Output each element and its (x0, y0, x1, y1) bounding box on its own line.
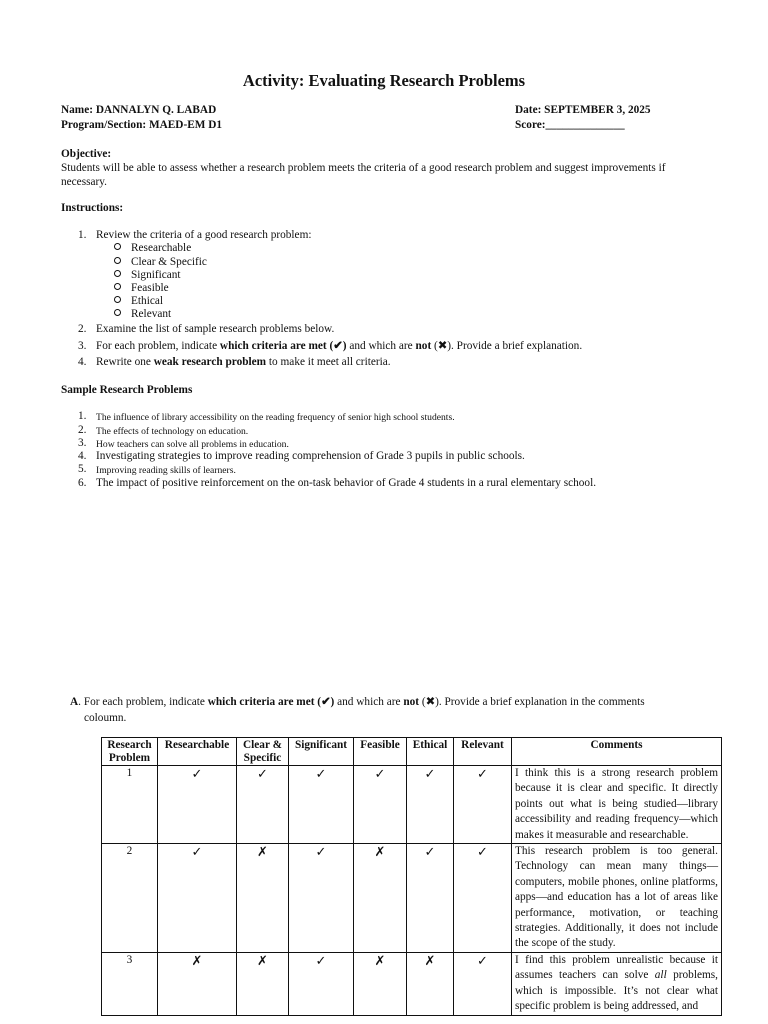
instruction-item-2: Examine the list of sample research problems below. (96, 323, 335, 335)
feasible-mark: ✗ (354, 952, 407, 1015)
criteria-item: Significant (114, 269, 181, 283)
header-research-problem: Research Problem (102, 738, 158, 766)
part-a-instruction: A. For each problem, indicate which criteria are met (✔) and which are not (✖). Provide a brief explanation in the comments (70, 696, 645, 708)
sample-problem: The effects of technology on education. (96, 426, 249, 437)
instruction-number: 1. (78, 229, 87, 241)
sample-number: 3. (78, 437, 87, 449)
header-relevant: Relevant (454, 738, 512, 766)
comment-cell: This research problem is too general. Technology can mean many things—computers, mobile phones, online platforms, apps—and education has a lot of areas like performance, motivation, or teaching strategies. Additionally, it does not include the scope of the study. (512, 844, 722, 953)
sample-problem: How teachers can solve all problems in education. (96, 439, 289, 450)
sample-problem: The influence of library accessibility on the reading frequency of senior high school students. (96, 412, 455, 423)
table-row (102, 952, 722, 1015)
table-row (102, 766, 722, 844)
problem-number: 3 (102, 952, 158, 1015)
relevant-mark: ✓ (454, 766, 512, 844)
significant-mark: ✓ (289, 766, 354, 844)
samples-heading: Sample Research Problems (61, 384, 193, 396)
bullet-icon (114, 270, 121, 277)
clear-mark: ✗ (237, 952, 289, 1015)
objective-text-line-2: necessary. (61, 176, 107, 188)
date: Date: SEPTEMBER 3, 2025 (515, 104, 651, 116)
comment-cell: I think this is a strong research problem because it is clear and specific. It directly points out what is being studied—library accessibility and reading frequency—which makes it measurable and researchable. (512, 766, 722, 844)
problem-number: 2 (102, 844, 158, 953)
significant-mark: ✓ (289, 952, 354, 1015)
clear-mark: ✓ (237, 766, 289, 844)
significant-mark: ✓ (289, 844, 354, 953)
criteria-item: Clear & Specific (114, 256, 207, 270)
sample-problem: Investigating strategies to improve reading comprehension of Grade 3 pupils in public schools. (96, 450, 525, 462)
sample-number: 4. (78, 450, 87, 462)
evaluation-table (101, 737, 722, 1016)
sample-number: 1. (78, 410, 87, 422)
objective-text-line-1: Students will be able to assess whether a research problem meets the criteria of a good research problem and suggest improvements if (61, 162, 666, 174)
header-significant: Significant (289, 738, 354, 766)
criteria-item: Feasible (114, 282, 169, 296)
bullet-icon (114, 296, 121, 303)
criteria-item: Ethical (114, 295, 163, 309)
score: Score:______________ (515, 119, 625, 131)
ethical-mark: ✓ (407, 844, 454, 953)
objective-heading: Objective: (61, 148, 112, 160)
header-ethical: Ethical (407, 738, 454, 766)
instruction-item-3: For each problem, indicate which criteria are met (✔) and which are not (✖). Provide a brief explanation. (96, 340, 583, 352)
relevant-mark: ✓ (454, 844, 512, 953)
clear-mark: ✗ (237, 844, 289, 953)
part-a-instruction-cont: coloumn. (84, 712, 127, 724)
ethical-mark: ✗ (407, 952, 454, 1015)
researchable-mark: ✗ (158, 952, 237, 1015)
instruction-item-1: Review the criteria of a good research problem: (96, 229, 312, 241)
sample-problem: The impact of positive reinforcement on the on-task behavior of Grade 4 students in a rural elementary school. (96, 477, 597, 489)
sample-number: 6. (78, 477, 87, 489)
instruction-number: 3. (78, 340, 87, 352)
sample-problem: Improving reading skills of learners. (96, 465, 236, 476)
relevant-mark: ✓ (454, 952, 512, 1015)
header-researchable: Researchable (158, 738, 237, 766)
problem-number: 1 (102, 766, 158, 844)
researchable-mark: ✓ (158, 766, 237, 844)
criteria-item: Researchable (114, 242, 191, 256)
table-row (102, 844, 722, 953)
criteria-item: Relevant (114, 308, 171, 322)
page-title: Activity: Evaluating Research Problems (242, 71, 526, 90)
instruction-item-4: Rewrite one weak research problem to make it meet all criteria. (96, 356, 391, 368)
bullet-icon (114, 257, 121, 264)
bullet-icon (114, 309, 121, 316)
comment-cell: I find this problem unrealistic because it assumes teachers can solve all problems, which is impossible. It’s not clear what specific problem is being addressed, and (512, 952, 722, 1015)
bullet-icon (114, 243, 121, 250)
header-feasible: Feasible (354, 738, 407, 766)
instructions-heading: Instructions: (61, 202, 124, 214)
student-name: Name: DANNALYN Q. LABAD (61, 104, 217, 116)
bullet-icon (114, 283, 121, 290)
researchable-mark: ✓ (158, 844, 237, 953)
ethical-mark: ✓ (407, 766, 454, 844)
sample-number: 5. (78, 463, 87, 475)
feasible-mark: ✓ (354, 766, 407, 844)
instruction-number: 2. (78, 323, 87, 335)
instruction-number: 4. (78, 356, 87, 368)
program-section: Program/Section: MAED-EM D1 (61, 119, 223, 131)
header-clear-specific: Clear & Specific (237, 738, 289, 766)
header-comments: Comments (512, 738, 722, 766)
sample-number: 2. (78, 424, 87, 436)
table-header-row (102, 738, 722, 766)
feasible-mark: ✗ (354, 844, 407, 953)
